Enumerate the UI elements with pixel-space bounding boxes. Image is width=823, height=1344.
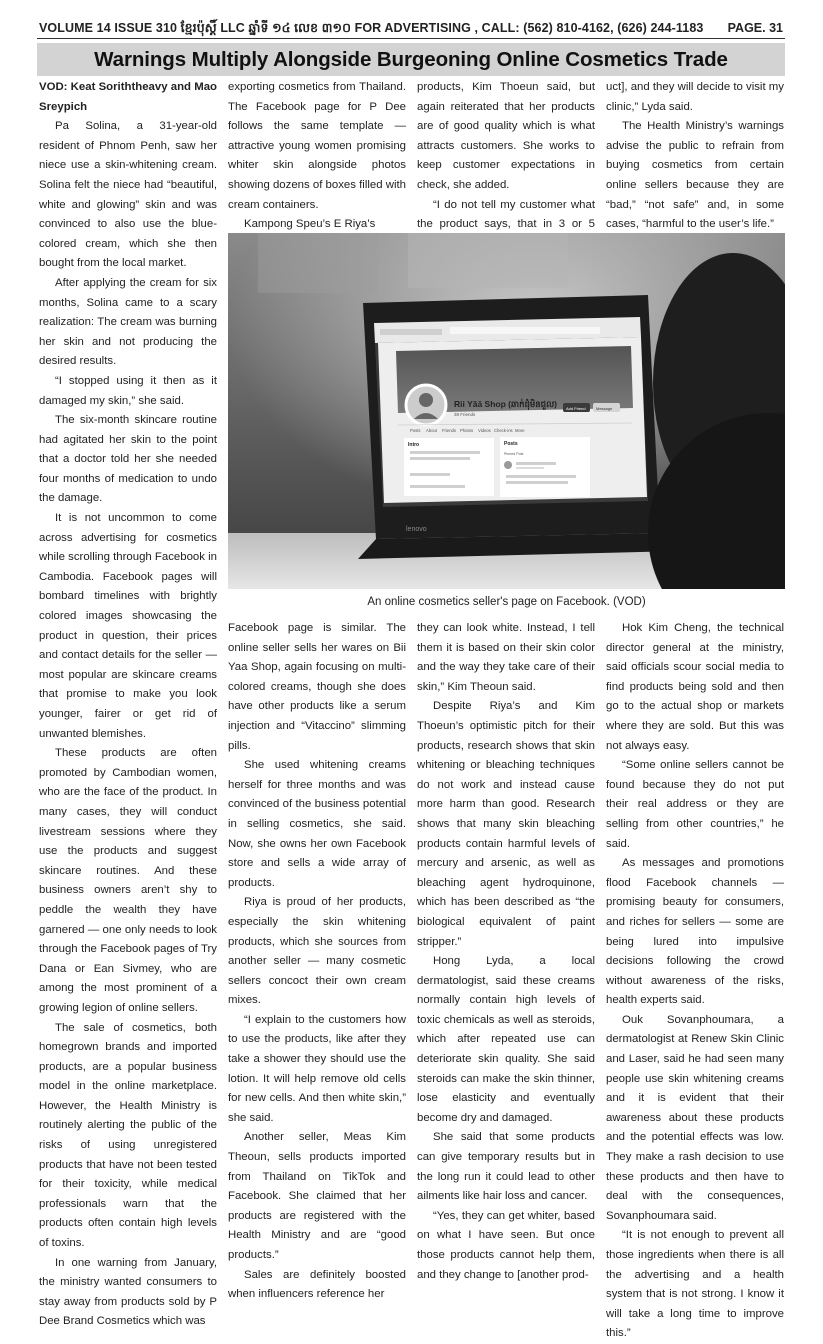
paragraph: Sales are definitely boosted when influencers reference her (228, 1268, 406, 1301)
article-column-3-bottom (417, 619, 595, 1285)
screen-intro-heading: Intro (408, 442, 420, 448)
screen-posts-heading: Posts (504, 441, 518, 447)
paragraph: Hok Kim Cheng, the technical director general at the ministry, said officials scour social media to find products being sold and then go to the actual shop or markets where they are sold. But this was not always easy. (606, 622, 784, 752)
screen-tab-posts: Posts (410, 428, 421, 433)
paragraph: These products are often promoted by Cambodian women, who are the face of the product. In many cases, they will conduct livestream sessions where they use the products and suggest skincare routines. And these business owners aren’t shy to peddle the wealth they have garnered — one only needs to look through the Facebook pages of Try Dana or Ean Sivmey, who are among the most prominent of a growing legion of online sellers. (39, 747, 217, 1014)
paragraph: Facebook page is similar. The online seller sells her wares on Bii Yaa Shop, again focusing on multi-colored creams, though she does have other products like a serum injection and “Vitaccino” slimming pills. (228, 622, 406, 752)
paragraph: Despite Riya’s and Kim Thoeun’s optimistic pitch for their products, research shows that skin whitening or bleaching techniques do not work and instead cause more harm than good. Research shows that many skin bleaching products contain harmful levels of mercury and arsenic, as well as bleaching agent hydroquinone, which has been described as “the biological equivalent of paint stripper.” (417, 700, 595, 948)
paragraph: exporting cosmetics from Thailand. The Facebook page for P Dee follows the same template — attractive young women promising whiter skin alongside photos showing dozens of boxes filled with cream containers. (228, 81, 406, 211)
screen-friends-count: 38 Friends (454, 412, 476, 417)
screen-tab-checkins: Check-ins (494, 428, 513, 433)
article-column-3-top (417, 78, 595, 254)
paragraph: After applying the cream for six months, Solina came to a scary realization: The cream was burning her skin and not producing the desired results. (39, 276, 217, 368)
paragraph: “I do not tell my customer what the product says, that in 3 or 5 (417, 198, 595, 231)
paragraph: Kampong Speu’s E Riya’s (244, 218, 376, 231)
paragraph: As messages and promotions flood Facebook channels — promising beauty for consumers, and riches for sellers — some are being lured into impulsive decisions following the crowd without awareness of the risks, health experts said. (606, 857, 784, 1007)
paragraph: In one warning from January, the ministry wanted consumers to stay away from products sold by P Dee Brand Cosmetics which was (39, 1256, 217, 1328)
paragraph: products, Kim Thoeun said, but again reiterated that her products are of good quality which is what attracts customers. She works to keep customer expectations in check, she added. (417, 81, 595, 191)
paragraph: Riya is proud of her products, especially the skin whitening products, which she sources from another seller — many cosmetic sellers concoct their own cream mixes. (228, 896, 406, 1007)
byline: VOD: Keat Soriththeavy and Mao Sreypich (39, 81, 217, 113)
paragraph: “Yes, they can get whiter, based on what I have seen. But once those products cannot help them, and they change to [another prod- (417, 1209, 595, 1281)
screen-page-name: Rii Yãā Shop (ឆាក់ដុំមិនជួល) (454, 399, 557, 409)
add-friend-label: Add Friend (566, 406, 586, 411)
masthead (37, 18, 785, 38)
article-column-2-bottom (228, 619, 406, 1305)
paragraph: Pa Solina, a 31-year-old resident of Phnom Penh, saw her niece use a skin-whitening cream. Solina felt the niece had “beautiful, white and glowing” skin and was convinced to also use the blue-colored cream, which she then bought from the local market. (39, 120, 217, 270)
laptop-brand: lenovo (406, 526, 427, 533)
photo-caption: An online cosmetics seller's page on Facebook. (VOD) (367, 596, 646, 608)
paragraph: “Some online sellers cannot be found because they do not put their real address or they are selling from other countries,” he said. (606, 759, 784, 850)
screen-tab-friends: Friends (442, 428, 456, 433)
article-column-4-bottom (606, 619, 784, 1344)
paragraph: “It is not enough to prevent all those ingredients when there is all the advertising and a health system that is not strong. I know it will take a long time to improve this.” (606, 1229, 784, 1340)
article-photo (228, 233, 785, 589)
paragraph: they can look white. Instead, I tell them it is based on their skin color and the way they take care of their skin,” Kim Theoun said. (417, 622, 595, 693)
paragraph: “I explain to the customers how to use the products, like after they take a shower they should use the lotion. It will help remove old cells for new cells. And then white skin,” she said. (228, 1013, 406, 1124)
article-column-2-top (228, 78, 406, 235)
paragraph: Another seller, Meas Kim Theoun, sells products imported from Thailand on TikTok and Facebook. She claimed that her products are registered with the Health Ministry and are “good products.” (228, 1131, 406, 1261)
article-column-1 (39, 78, 217, 1332)
headline: Warnings Multiply Alongside Burgeoning Online Cosmetics Trade (94, 48, 728, 71)
screen-pinned-post: Pinned Post (504, 452, 524, 456)
paragraph: uct], and they will decide to visit my clinic,” Lyda said. (606, 81, 784, 113)
screen-tab-photos: Photos (460, 428, 474, 433)
screen-tab-videos: Videos (478, 428, 491, 433)
paragraph: The Health Ministry’s warnings advise the public to refrain from buying cosmetics from certain online sellers because they are “bad,” “not safe” and, in some cases, “harmful to the user’s life.” (606, 120, 784, 231)
laptop-photo (228, 233, 785, 589)
headline-bar (37, 43, 785, 76)
page-number: PAGE. 31 (727, 21, 783, 35)
masthead-rule (37, 38, 785, 39)
article-column-4-top (606, 78, 784, 235)
paragraph: It is not uncommon to come across advertising for cosmetics while scrolling through Facebook in Cambodia. Facebook pages will bombard timelines with brightly colored images showcasing the product in question, their prices and contact details for the seller — most popular are skincare creams that promise to make you look younger, fairer or get rid of unwanted blemishes. (39, 512, 217, 740)
paragraph: The sale of cosmetics, both homegrown brands and imported products, are a popular business model in the online marketplace. However, the Health Ministry is routinely alerting the public of the risks of using unregistered products that have not been tested for their toxicity, while medical professionals warn that the products often contain high levels of toxins. (39, 1021, 217, 1250)
paragraph: The six-month skincare routine had agitated her skin to the point that a doctor told her she needed four months of medication to undo the damage. (39, 414, 217, 505)
paragraph: She used whitening creams herself for three months and was convinced of the business potential in selling cosmetics, she said. Now, she owns her own Facebook store and sells a wide array of products. (228, 759, 406, 889)
screen-tab-about: About (426, 428, 437, 433)
screen-tab-more: More (515, 428, 525, 433)
paragraph: “I stopped using it then as it damaged my skin,” she said. (39, 374, 217, 407)
paragraph: Hong Lyda, a local dermatologist, said these creams normally contain high levels of toxic chemicals as well as steroids, which after repeated use can deteriorate skin quality. She said steroids can make the skin thinner, lose elasticity and eventually become dry and damaged. (417, 955, 595, 1124)
paragraph: She said that some products can give temporary results but in the long run it could lead to other ailments like hair loss and cancer. (417, 1131, 595, 1203)
paragraph: Ouk Sovanphoumara, a dermatologist at Renew Skin Clinic and Laser, said he had seen many people use skin whitening creams and it is evident that their awareness about these products and the potential effects was low. They make a rash decision to use these products and then have to deal with the consequences, Sovanphoumara said. (606, 1013, 784, 1222)
message-label: Message (596, 406, 613, 411)
masthead-info: VOLUME 14 ISSUE 310 ខ្មែរប៉ុស្ដិ៍ LLC ឆ្នាំទី ១៤ លេខ ៣១០ FOR ADVERTISING , CALL: (562) 810-4162, (626) 244-1183 (39, 21, 704, 35)
